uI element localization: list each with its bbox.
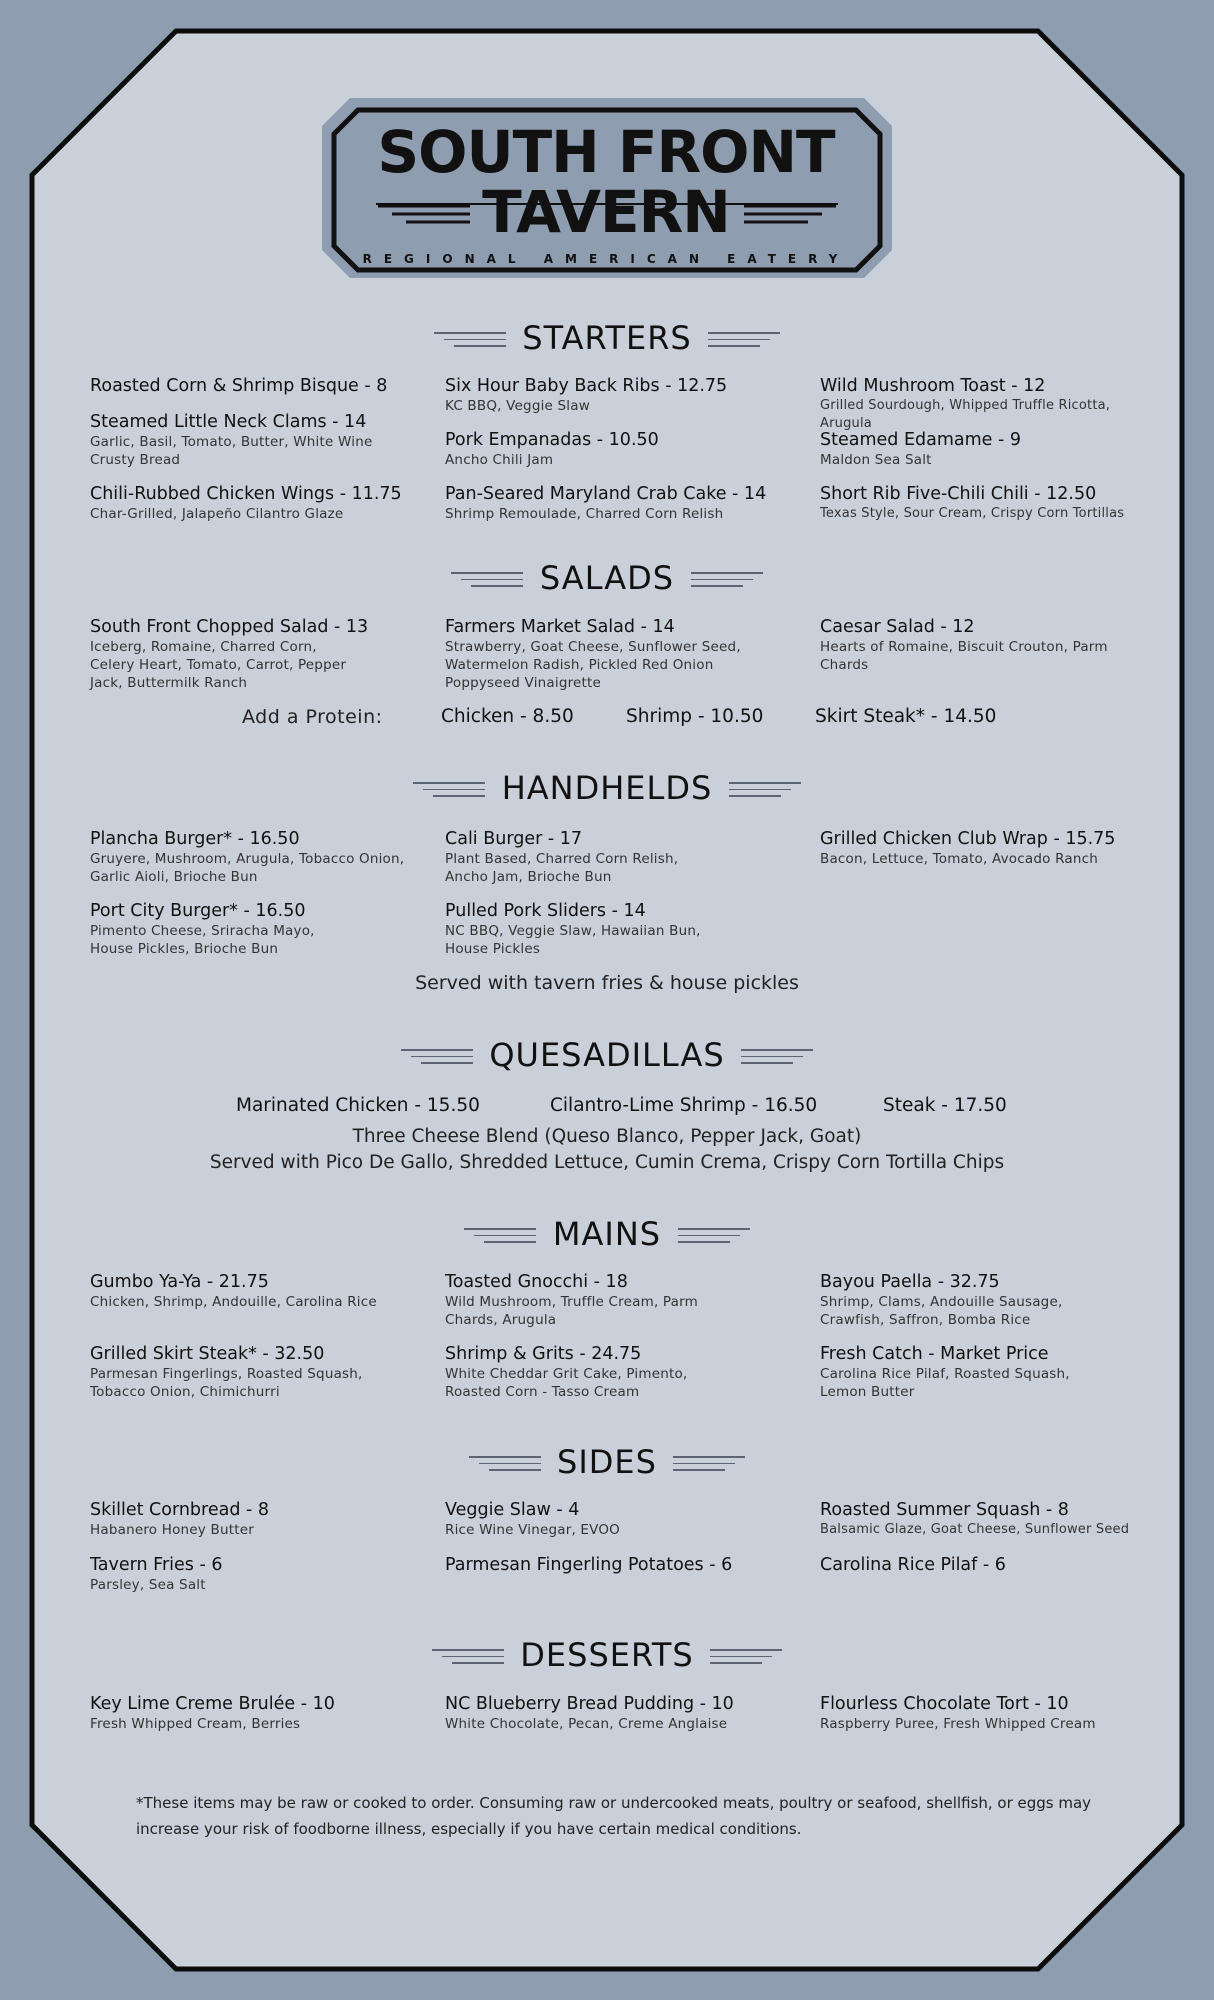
menu-item: [90, 376, 430, 397]
item-name: Pan-Seared Maryland Crab Cake - 14: [445, 484, 767, 504]
add-protein-label: Add a Protein:: [242, 706, 383, 728]
menu-item: [445, 1500, 785, 1539]
logo-name-line2: TAVERN: [482, 178, 730, 246]
menu-item: [820, 1344, 1160, 1401]
item-description: Char-Grilled, Jalapeño Cilantro Glaze: [90, 506, 344, 522]
section-title: QUESADILLAS: [489, 1036, 725, 1074]
section-heading-desserts: [0, 1635, 1214, 1679]
item-name: Shrimp & Grits - 24.75: [445, 1344, 642, 1364]
menu-item: [90, 617, 430, 692]
heading-rule-left: [401, 1044, 473, 1066]
item-description: Maldon Sea Salt: [820, 452, 932, 468]
menu-item: [445, 1272, 785, 1329]
quesadilla-served-note: Served with Pico De Gallo, Shredded Lettuce, Cumin Crema, Crispy Corn Tortilla Chips: [209, 1152, 1005, 1173]
heading-rule-right: [673, 1451, 745, 1473]
menu-item: [820, 1555, 1160, 1576]
menu-item: [445, 617, 785, 692]
menu-item: [90, 1500, 430, 1539]
menu-item: [445, 1344, 785, 1401]
menu-item: [820, 1694, 1160, 1733]
menu-item: [445, 829, 785, 886]
item-description: Hearts of Romaine, Biscuit Crouton, Parm Chards: [820, 639, 1108, 673]
item-name: Roasted Corn & Shrimp Bisque - 8: [90, 376, 388, 396]
protein-option: Chicken - 8.50: [441, 706, 574, 727]
menu-item: [820, 829, 1160, 868]
item-name: Grilled Chicken Club Wrap - 15.75: [820, 829, 1116, 849]
heading-rule-right: [708, 327, 780, 349]
item-name: Carolina Rice Pilaf - 6: [820, 1555, 1006, 1575]
item-description: Habanero Honey Butter: [90, 1522, 254, 1538]
logo-tagline: REGIONAL AMERICAN EATERY: [362, 252, 850, 266]
section-heading-starters: [0, 318, 1214, 362]
quesadilla-cheese-note: Three Cheese Blend (Queso Blanco, Pepper Jack, Goat): [352, 1126, 862, 1147]
heading-rule-left: [434, 327, 506, 349]
heading-rule-right: [741, 1044, 813, 1066]
menu-item: [445, 484, 785, 523]
menu-item: [90, 1344, 430, 1401]
quesadilla-option: Marinated Chicken - 15.50: [236, 1095, 480, 1116]
item-name: Chili-Rubbed Chicken Wings - 11.75: [90, 484, 402, 504]
menu-item: [90, 412, 430, 469]
item-name: Gumbo Ya-Ya - 21.75: [90, 1272, 269, 1292]
item-description: Wild Mushroom, Truffle Cream, Parm Chards, Arugula: [445, 1294, 698, 1328]
item-description: Rice Wine Vinegar, EVOO: [445, 1522, 621, 1538]
item-name: Farmers Market Salad - 14: [445, 617, 675, 637]
menu-item: [820, 376, 1160, 433]
item-name: Short Rib Five-Chili Chili - 12.50: [820, 484, 1097, 504]
menu-item: [90, 1694, 430, 1733]
menu-item: [820, 617, 1160, 674]
item-description: Raspberry Puree, Fresh Whipped Cream: [820, 1716, 1096, 1732]
section-title: DESSERTS: [520, 1636, 694, 1674]
heading-rule-right: [710, 1644, 782, 1666]
item-description: NC BBQ, Veggie Slaw, Hawaiian Bun, House Pickles: [445, 923, 701, 957]
item-name: Steamed Edamame - 9: [820, 430, 1021, 450]
section-heading-mains: [0, 1214, 1214, 1258]
item-description: White Cheddar Grit Cake, Pimento, Roasted Corn - Tasso Cream: [445, 1366, 688, 1400]
menu-item: [820, 484, 1160, 523]
menu-item: [820, 1272, 1160, 1329]
heading-rule-right: [678, 1223, 750, 1245]
item-description: Chicken, Shrimp, Andouille, Carolina Rice: [90, 1294, 377, 1310]
section-title: SIDES: [557, 1443, 657, 1481]
item-description: Gruyere, Mushroom, Arugula, Tobacco Onion, Garlic Aioli, Brioche Bun: [90, 851, 405, 885]
item-description: Pimento Cheese, Sriracha Mayo, House Pickles, Brioche Bun: [90, 923, 315, 957]
quesadilla-option: Cilantro-Lime Shrimp - 16.50: [550, 1095, 818, 1116]
item-description: Plant Based, Charred Corn Relish, Ancho Jam, Brioche Bun: [445, 851, 679, 885]
item-description: Bacon, Lettuce, Tomato, Avocado Ranch: [820, 851, 1098, 867]
item-description: Texas Style, Sour Cream, Crispy Corn Tortillas: [820, 506, 1125, 521]
item-description: Shrimp Remoulade, Charred Corn Relish: [445, 506, 724, 522]
item-description: Carolina Rice Pilaf, Roasted Squash, Lemon Butter: [820, 1366, 1070, 1400]
menu-item: [820, 430, 1160, 469]
item-name: Grilled Skirt Steak* - 32.50: [90, 1344, 325, 1364]
heading-rule-left: [464, 1223, 536, 1245]
menu-item: [820, 1500, 1160, 1539]
menu-item: [90, 829, 430, 886]
item-description: KC BBQ, Veggie Slaw: [445, 398, 590, 414]
menu-item: [90, 1555, 430, 1594]
menu-item: [445, 376, 785, 415]
item-name: Key Lime Creme Brulée - 10: [90, 1694, 335, 1714]
menu-item: [90, 901, 430, 958]
item-description: White Chocolate, Pecan, Creme Anglaise: [445, 1716, 728, 1732]
quesadilla-option: Steak - 17.50: [883, 1095, 1007, 1116]
section-title: STARTERS: [522, 319, 692, 357]
section-heading-quesadillas: [0, 1035, 1214, 1079]
section-heading-sides: [0, 1442, 1214, 1486]
item-name: Toasted Gnocchi - 18: [445, 1272, 628, 1292]
item-description: Shrimp, Clams, Andouille Sausage, Crawfish, Saffron, Bomba Rice: [820, 1294, 1063, 1328]
item-description: Parsley, Sea Salt: [90, 1577, 206, 1593]
protein-option: Skirt Steak* - 14.50: [815, 706, 997, 727]
item-name: Tavern Fries - 6: [90, 1555, 223, 1575]
item-name: Veggie Slaw - 4: [445, 1500, 580, 1520]
item-name: Six Hour Baby Back Ribs - 12.75: [445, 376, 728, 396]
item-description: Ancho Chili Jam: [445, 452, 554, 468]
protein-option: Shrimp - 10.50: [626, 706, 764, 727]
restaurant-logo: [320, 98, 892, 278]
heading-rule-right: [691, 567, 763, 589]
item-name: Pulled Pork Sliders - 14: [445, 901, 646, 921]
item-name: South Front Chopped Salad - 13: [90, 617, 369, 637]
item-description: Balsamic Glaze, Goat Cheese, Sunflower Seed: [820, 1522, 1130, 1537]
item-name: Parmesan Fingerling Potatoes - 6: [445, 1555, 733, 1575]
menu-item: [445, 1555, 785, 1576]
item-name: Flourless Chocolate Tort - 10: [820, 1694, 1069, 1714]
heading-rule-left: [469, 1451, 541, 1473]
item-name: NC Blueberry Bread Pudding - 10: [445, 1694, 734, 1714]
item-description: Parmesan Fingerlings, Roasted Squash, Tobacco Onion, Chimichurri: [90, 1366, 363, 1400]
item-name: Wild Mushroom Toast - 12: [820, 376, 1046, 396]
handhelds-served-note: Served with tavern fries & house pickles: [415, 972, 799, 994]
item-description: Iceberg, Romaine, Charred Corn, Celery Heart, Tomato, Carrot, Pepper Jack, Buttermilk Ranch: [90, 639, 347, 691]
item-name: Port City Burger* - 16.50: [90, 901, 306, 921]
section-heading-handhelds: [0, 768, 1214, 812]
heading-rule-left: [413, 777, 485, 799]
item-name: Skillet Cornbread - 8: [90, 1500, 270, 1520]
section-heading-salads: [0, 558, 1214, 602]
food-safety-disclaimer: *These items may be raw or cooked to order. Consuming raw or undercooked meats, poultry or seafood, shellfish, or eggs may increase your risk of foodborne illness, especially if you have certain medical conditions.: [136, 1794, 1092, 1838]
menu-item: [445, 430, 785, 469]
item-description: Strawberry, Goat Cheese, Sunflower Seed, Watermelon Radish, Pickled Red Onion Poppyseed Vinaigrette: [445, 639, 741, 691]
menu-item: [445, 1694, 785, 1733]
item-description: Grilled Sourdough, Whipped Truffle Ricotta, Arugula: [820, 398, 1111, 431]
item-name: Bayou Paella - 32.75: [820, 1272, 1000, 1292]
heading-rule-left: [432, 1644, 504, 1666]
item-name: Pork Empanadas - 10.50: [445, 430, 659, 450]
item-description: Garlic, Basil, Tomato, Butter, White Wine Crusty Bread: [90, 434, 373, 468]
heading-rule-left: [451, 567, 523, 589]
item-name: Roasted Summer Squash - 8: [820, 1500, 1069, 1520]
section-title: MAINS: [552, 1215, 662, 1253]
section-title: HANDHELDS: [501, 769, 713, 807]
item-description: Fresh Whipped Cream, Berries: [90, 1716, 301, 1732]
menu-item: [445, 901, 785, 958]
section-title: SALADS: [539, 559, 675, 597]
item-name: Fresh Catch - Market Price: [820, 1344, 1049, 1364]
item-name: Plancha Burger* - 16.50: [90, 829, 300, 849]
item-name: Cali Burger - 17: [445, 829, 582, 849]
menu-item: [90, 484, 430, 523]
menu-item: [90, 1272, 430, 1311]
item-name: Caesar Salad - 12: [820, 617, 975, 637]
item-name: Steamed Little Neck Clams - 14: [90, 412, 367, 432]
heading-rule-right: [729, 777, 801, 799]
logo-name-line1: SOUTH FRONT: [377, 118, 835, 186]
